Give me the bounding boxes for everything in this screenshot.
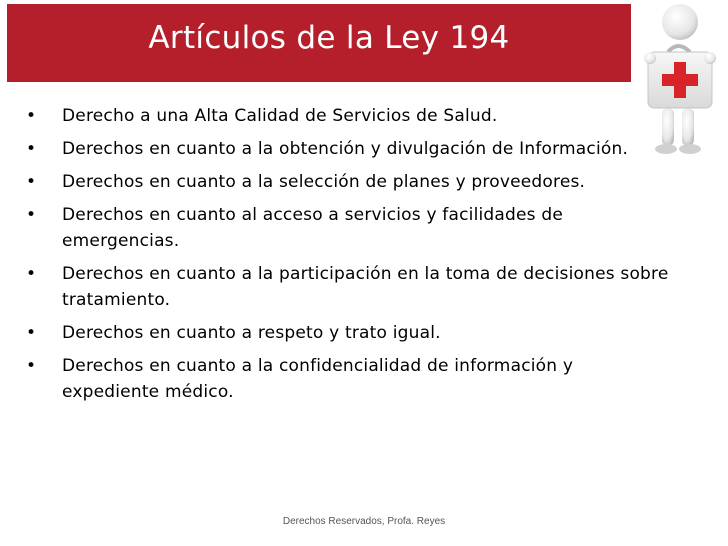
bullet-text: Derechos en cuanto a la participación en la toma de decisiones sobre tratamiento. [62, 264, 669, 310]
bullet-list [26, 103, 676, 412]
slide-footer: Derechos Reservados, Profa. Reyes [282, 516, 446, 527]
bullet-text: Derechos en cuanto a la selección de planes y proveedores. [62, 172, 586, 192]
list-item [26, 136, 676, 162]
bullet-dot: • [26, 172, 37, 192]
bullet-dot: • [26, 323, 37, 343]
list-item [26, 169, 676, 195]
bullet-dot: • [26, 139, 37, 159]
bullet-dot: • [26, 106, 37, 126]
list-item [26, 103, 676, 129]
bullet-text: Derechos en cuanto a respeto y trato igual. [62, 323, 441, 343]
list-item [26, 353, 676, 405]
slide-title: Artículos de la Ley 194 [148, 20, 510, 56]
bullet-dot: • [26, 205, 37, 225]
bullet-text: Derecho a una Alta Calidad de Servicios de Salud. [62, 106, 498, 126]
bullet-dot: • [26, 356, 37, 376]
bullet-text: Derechos en cuanto a la confidencialidad de información y expediente médico. [62, 356, 574, 402]
bullet-text: Derechos en cuanto al acceso a servicios y facilidades de emergencias. [62, 205, 563, 251]
title-bar [7, 4, 631, 82]
list-item [26, 261, 676, 313]
bullet-text: Derechos en cuanto a la obtención y divulgación de Información. [62, 139, 629, 159]
list-item [26, 202, 676, 254]
list-item [26, 320, 676, 346]
bullet-dot: • [26, 264, 37, 284]
